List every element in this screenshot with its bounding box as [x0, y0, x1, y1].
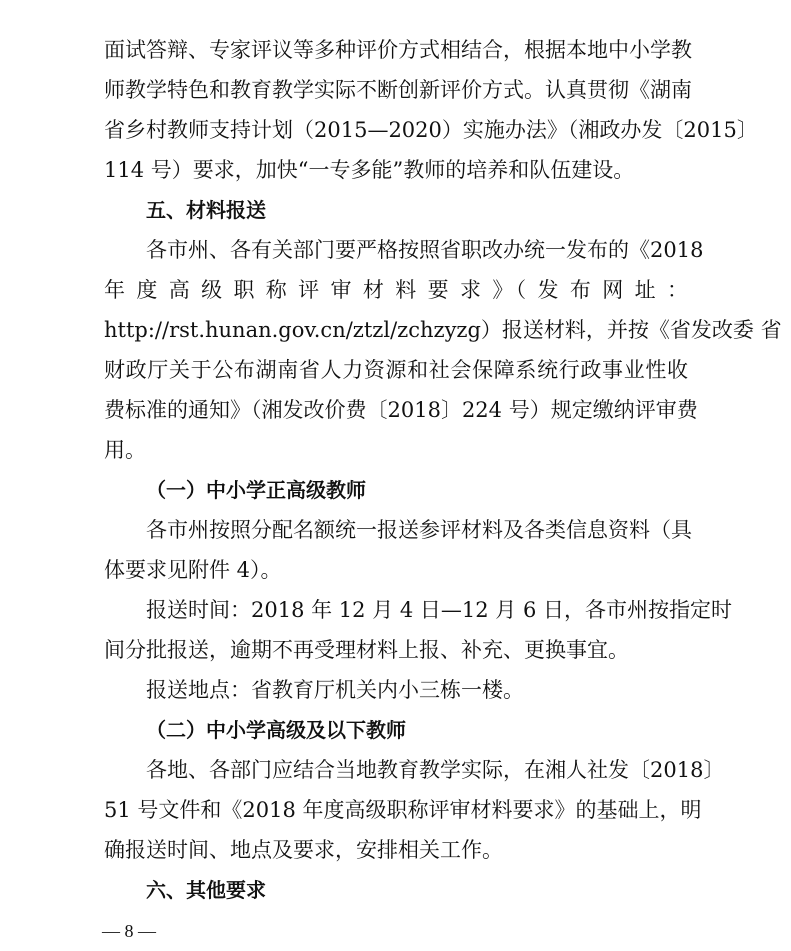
paragraph-line: 报送时间：2018 年 12 月 4 日—12 月 6 日，各市州按指定时 [146, 598, 733, 622]
paragraph-line: 年 度 高 级 职 称 评 审 材 料 要 求 》（ 发 布 网 址 ： [104, 278, 688, 302]
paragraph-line: 确报送时间、地点及要求，安排相关工作。 [104, 838, 503, 862]
paragraph-line: 省乡村教师支持计划（2015—2020）实施办法》（湘政办发〔2015〕 [104, 118, 758, 142]
page-number: — 8 — [102, 921, 156, 941]
paragraph-line: 间分批报送，逾期不再受理材料上报、补充、更换事宜。 [104, 638, 629, 662]
paragraph-line-with-url: http://rst.hunan.gov.cn/ztzl/zchzyzg）报送材料，并按《省发改委 省 [104, 318, 782, 342]
paragraph-line: 各地、各部门应结合当地教育教学实际，在湘人社发〔2018〕 [146, 758, 725, 782]
paragraph-line: 各市州、各有关部门要严格按照省职改办统一发布的《2018 [146, 238, 704, 262]
paragraph-line: 体要求见附件 4）。 [104, 558, 282, 582]
subsection-heading-senior-teachers: （一）中小学正高级教师 [146, 478, 366, 502]
paragraph-line: 费标准的通知》（湘发改价费〔2018〕224 号）规定缴纳评审费 [104, 398, 698, 422]
subsection-heading-other-teachers: （二）中小学高级及以下教师 [146, 718, 406, 742]
paragraph-line: 报送地点：省教育厅机关内小三栋一楼。 [146, 678, 524, 702]
paragraph-line: 师教学特色和教育教学实际不断创新评价方式。认真贯彻《湖南 [104, 78, 692, 102]
section-heading-other-requirements: 六、其他要求 [146, 878, 266, 902]
paragraph-line: 财政厅关于公布湖南省人力资源和社会保障系统行政事业性收 [104, 358, 688, 382]
paragraph-line: 114 号）要求，加快“一专多能”教师的培养和队伍建设。 [104, 158, 635, 182]
section-heading-materials: 五、材料报送 [146, 198, 266, 222]
paragraph-line: 51 号文件和《2018 年度高级职称评审材料要求》的基础上，明 [104, 798, 702, 822]
paragraph-line: 各市州按照分配名额统一报送参评材料及各类信息资料（具 [146, 518, 692, 542]
paragraph-line: 用。 [104, 438, 146, 462]
paragraph-line: 面试答辩、专家评议等多种评价方式相结合，根据本地中小学教 [104, 38, 692, 62]
